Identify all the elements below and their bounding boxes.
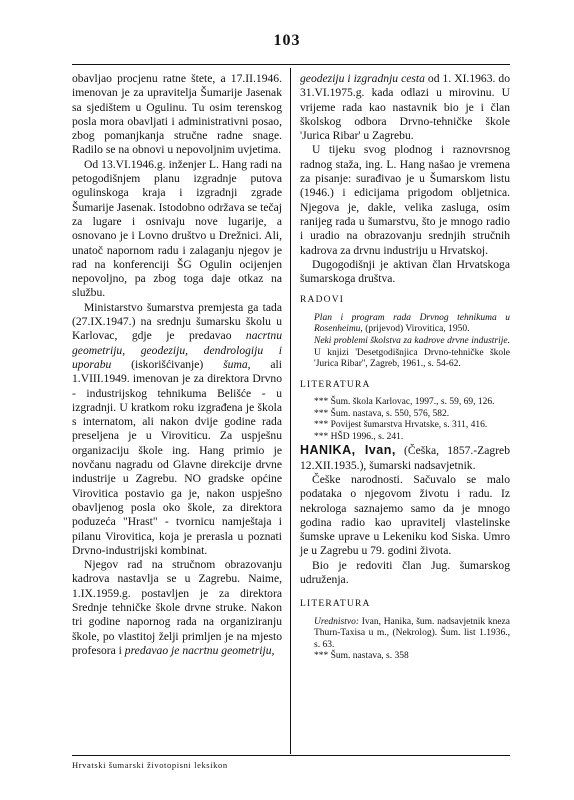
italic-run: nacrtnu geometriju, geodeziju, dendrologiju i uporabu [72,329,282,371]
paragraph [300,72,510,143]
work-item [300,336,510,371]
text-run: Njegov rad na stručnom obrazovanju kadrova nastavlja se u Zagrebu. Naime, 1.IX.1959.g. postavljen je za direktora Srednje tehničke škole drvne struke. Nakon tri godine napornog rada na organiziranju škole, po vlastitoj želji primljen je na mjesto profesora i [72,558,282,657]
text-run: od 1. XI.1963. do 31.VI.1975.g. kada odlazi u mirovinu. U vrijeme rada kao nastavnik bio je i član školskog odbora Drvno-tehničke škole 'Jurica Ribar' u Zagrebu. [300,72,511,143]
literature-item: *** Šum. škola Karlovac, 1997., s. 59, 69, 126. [314,397,495,408]
literature-text: Ivan, Hanika, šum. nadsavjetnik kneza Thurn-Taxisa u m., (Nekrolog). Šum. list 1.1936., s. 63. [314,616,510,650]
paragraph [72,301,282,558]
paragraph: Češke narodnosti. Sačuvalo se malo podataka o njegovom životu i radu. Iz nekrologa saznajemo samo da je mnogo godina radio kao upravitelj vlastelinske šumske uprave u Lekeniku kod Siska. Umro je u Zagrebu u 79. godini života. [300,472,510,558]
footer-title: Hrvatski šumarski životopisni leksikon [72,760,228,770]
literature-heading: LITERATURA [300,599,371,610]
paragraph: Bio je redoviti član Jug. šumarskog udruženja. [300,558,510,587]
literature-item: *** Povijest šumarstva Hrvatske, s. 311, 416. [314,420,488,431]
literature-item [314,617,510,652]
entry-name: HANIKA, Ivan, [300,443,396,458]
paragraph: obavljao procjenu ratne štete, a 17.II.1946. imenovan je za upravitelja Šumarije Jasenak sa sjedištem u Ogulinu. Tu osim terenskog posla mora obavljati i administrativni posao, zbog pomanjkanja stručne radne snage. Radilo se na obnovi u nepovoljnim uvjetima. [72,72,282,157]
entry-header [300,443,510,473]
literature-item: *** Šum. nastava, s. 358 [314,651,409,662]
text-run: (iskorišćivanje) [111,357,224,371]
bottom-rule [72,755,510,756]
work-title: Plan i program rada Drvnog tehnikuma u Rosenheimu, [314,312,510,335]
italic-run: predavao je nacrtnu geometriju, [124,643,275,657]
top-rule [72,64,510,65]
paragraph: Od 13.VI.1946.g. inženjer L. Hang radi na petogodišnjem planu izgradnje putova ogulinskoga kraja i izgradnji zgrade Šumarije Jasenak. Istodobno održava se tečaj za lugare i osnivaju nove lugarije, a osnovano je i Lovno društvo u Drežnici. Ali, unatoč napornom radu i zalaganju njegov je rad na konferenciji ŠG Ogulin ocijenjen nepovoljno, pa zbog toga daje otkaz na službu. [72,157,282,300]
column-divider [290,68,291,754]
paragraph [72,558,282,658]
left-column [72,72,282,658]
italic-run: šuma [223,357,248,371]
work-item [300,313,510,336]
paragraph: Dugogodišnji je aktivan član Hrvatskoga šumarskoga društva. [300,257,510,286]
literature-list [300,617,510,663]
paragraph: U tijeku svog plodnog i raznovrsnog radnog staža, ing. L. Hang našao je vremena za pisanje: surađivao je u Šumarskom listu (1946.) i edicijama prigodom obljetnica. Njegova je, dakle, velika zasluga, osim ranijeg rada u šumarstvu, što je mnogo radio i uradio na obrazovanju srednjih stručnih kadrova za drvnu industriju u Hrvatskoj. [300,143,510,257]
literature-heading: LITERATURA [300,379,371,390]
italic-run: geodeziju i izgradnju cesta [300,72,425,85]
work-details: U knjizi 'Desetgodišnjica Drvno-tehničke škole 'Jurica Ribar'', Zagreb, 1961., s. 54-62. [314,347,510,370]
literature-item: *** Šum. nastava, s. 550, 576, 582. [314,408,450,419]
works-heading: RADOVI [300,295,345,306]
literature-item: *** HŠD 1996., s. 241. [314,431,404,442]
work-title: Neki problemi školstva za kadrove drvne industrije. [314,335,510,346]
text-run: , ali 1.VIII.1949. imenovan je za direktora Drvno - industrijskog tehnikuma Belišće - u izgradnji. U kratkom roku izgrađena je škola s internatom, ali nakon dvije godine rada preseljena je u Viroviticu. Za uspješnu organizaciju škole ing. Hang primio je novčanu nagradu od Glavne direkcije drvne industrije u Zagrebu. NO gradske općine Virovitica postavio ga je, nakon uspješno obavljenog posla oko škole, za direktora poduzeća "Hrast" - tvornicu namještaja i pilanu Virovitica, koja je prerasla u poznati Drvno-industrijski kombinat. [72,357,282,557]
work-details: (prijevod) Virovitica, 1950. [362,324,470,335]
entry-dates: (Češka, 1857.-Zagreb 12.XII.1935.), šumarski nadsavjetnik. [300,444,510,472]
literature-list [300,397,510,443]
text-run: Ministarstvo šumarstva premjesta ga tada (27.IX.1947.) na srednju šumarsku školu u Karlovac, gdje je predavao [72,300,282,343]
right-column [300,72,510,663]
editor-label: Urednistvo: [314,616,360,627]
page-number: 103 [273,32,301,49]
